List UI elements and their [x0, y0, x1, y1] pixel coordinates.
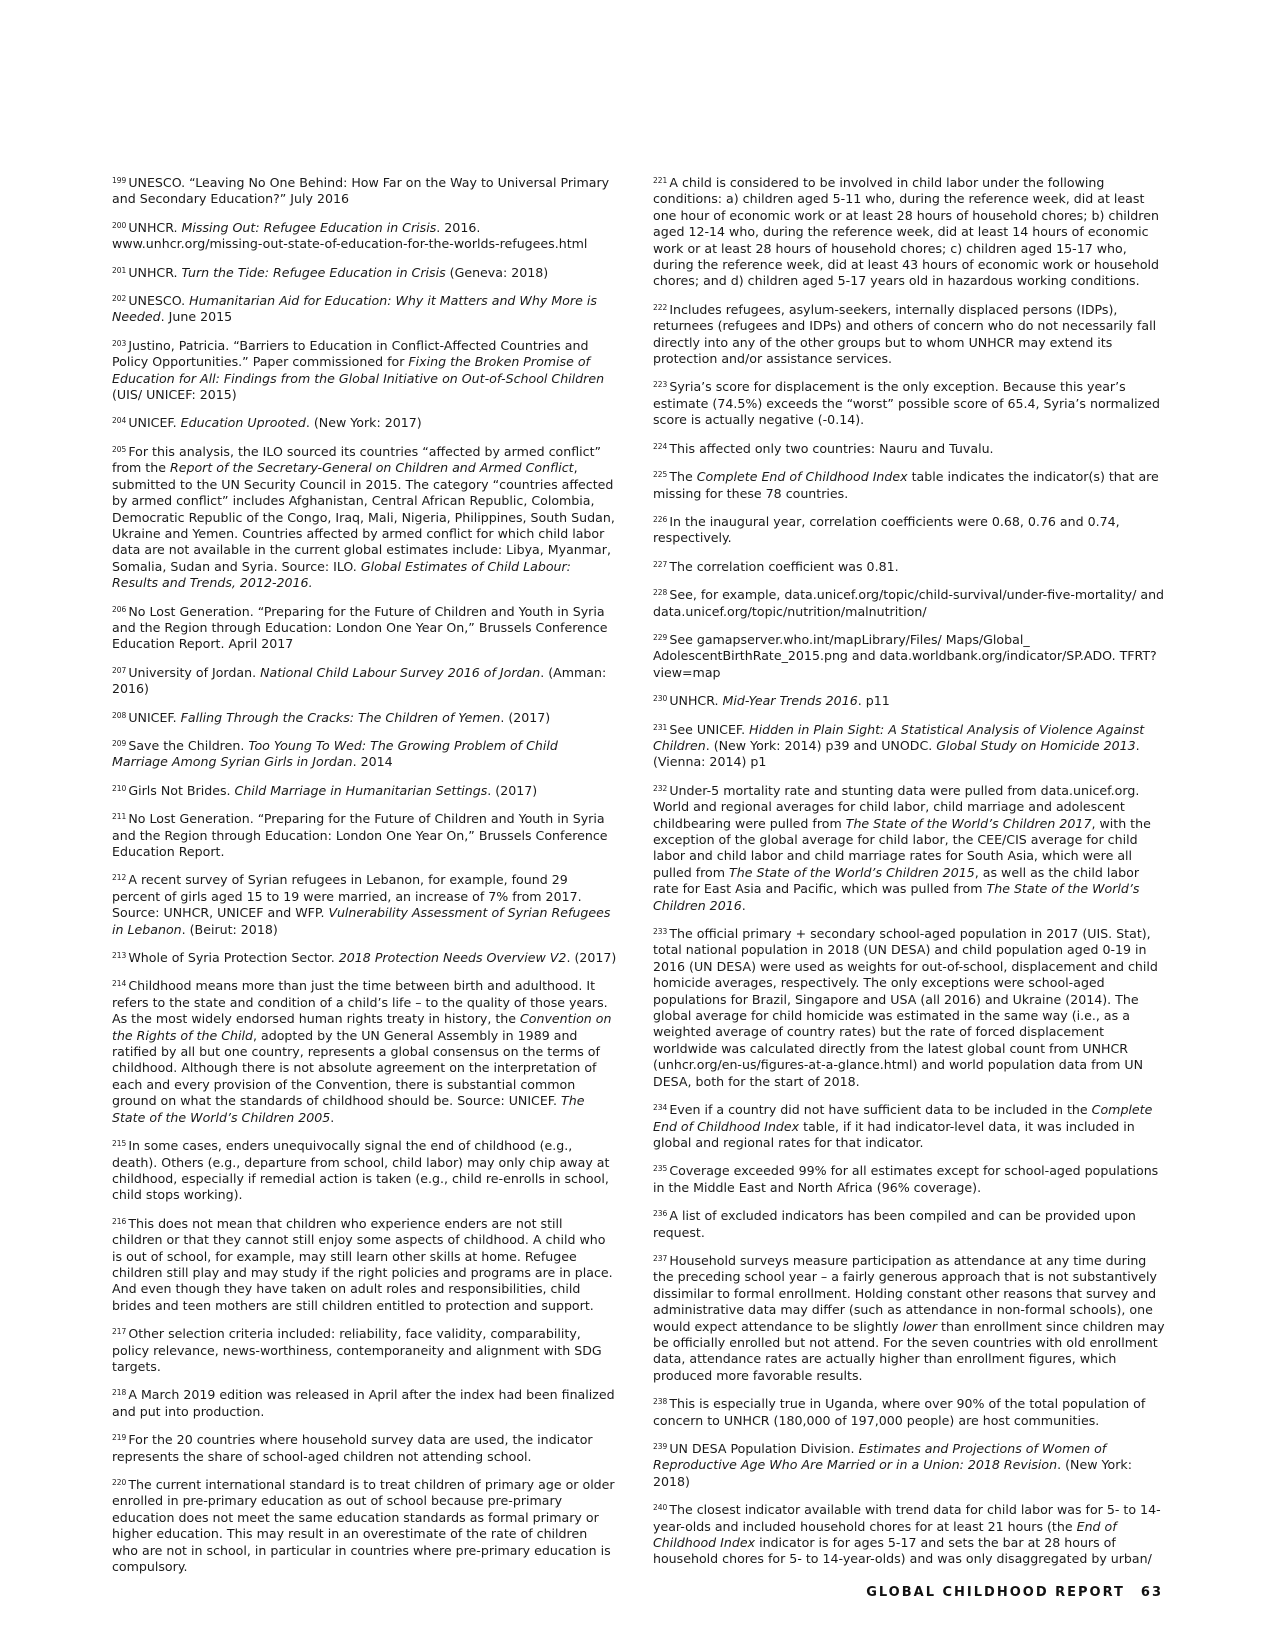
- footnote-text: . (2017): [487, 782, 538, 798]
- footnote-title-text: The State of the World’s Children 2017: [845, 815, 1092, 831]
- footnote-209: [112, 736, 617, 771]
- footnote-title-text: Mid-Year Trends 2016: [722, 693, 858, 709]
- footnote-199: [112, 173, 617, 208]
- footnote-text: Includes refugees, asylum-seekers, internally displaced persons (IDPs), returnees (refugees and IDPs) and others of concern who do not necessarily fall directly into any of the other groups but to whom UNHCR may extend its protection and/or assistance services.: [653, 301, 1157, 367]
- footnote-title-text: Hidden in Plain Sight: A Statistical Analysis of Violence Against Children: [653, 721, 1145, 753]
- footnote-text: . (2017): [500, 709, 551, 725]
- footnote-text: , submitted to the UN Security Council in 2015. The category “countries affected by armed conflict” includes Afghanistan, Central African Republic, Colombia, Democratic Republic of the Congo, Iraq, Mali, Nigeria, Philippines, South Sudan, Ukraine and Yemen. Countries affected by armed conflict for which child labor data are not available in the current global estimates include: Libya, Myanmar, Somalia, Sudan and Syria. Source: ILO.: [112, 460, 615, 574]
- footnote-text: A list of excluded indicators has been compiled and can be provided upon request.: [653, 1208, 1136, 1240]
- footnote-218: [112, 1385, 617, 1420]
- footnote-232: [653, 781, 1165, 914]
- footnote-240: [653, 1500, 1165, 1568]
- footnote-text: Whole of Syria Protection Sector.: [128, 950, 339, 966]
- footnote-text: University of Jordan.: [128, 664, 261, 680]
- footnotes-left-column: [112, 173, 617, 1585]
- footnote-number: 210: [112, 783, 127, 793]
- footnote-number: 237: [653, 1253, 668, 1263]
- footnote-text: Even if a country did not have sufficient data to be included in the: [669, 1102, 1092, 1118]
- footnote-text: For this analysis, the ILO sourced its countries “affected by armed conflict” from the: [112, 443, 602, 476]
- footnote-text: , as well as the child labor rate for East Asia and Pacific, which was pulled from: [653, 864, 1140, 897]
- footnote-number: 224: [653, 441, 668, 451]
- page-number: 63: [1140, 1585, 1163, 1600]
- footnote-title-text: Fixing the Broken Promise of Education for All: Findings from the Global Initiative on Out-of-School Children: [112, 354, 605, 386]
- footnote-title-text: lower: [902, 1318, 938, 1334]
- footnote-number: 226: [653, 514, 668, 524]
- footnote-217: [112, 1324, 617, 1375]
- footnote-text: This is especially true in Uganda, where over 90% of the total population of concern to UNHCR (180,000 of 197,000 people) are host communities.: [653, 1396, 1146, 1428]
- footnote-text: . (New York: 2014) p39 and UNODC.: [705, 737, 937, 753]
- footnote-text: .: [741, 897, 746, 913]
- footnote-number: 236: [653, 1209, 668, 1219]
- page-footer: [866, 1585, 1163, 1600]
- footnote-212: [112, 870, 617, 938]
- footnote-number: 204: [112, 416, 127, 426]
- footnote-204: [112, 413, 617, 431]
- footnote-224: [653, 439, 1165, 457]
- footnote-title-text: Turn the Tide: Refugee Education in Crisis: [181, 264, 446, 280]
- footnote-number: 206: [112, 604, 127, 614]
- footnote-text: The official primary + secondary school-aged population in 2017 (UIS. Stat), total national population in 2018 (UN DESA) and child population aged 0-19 in 2016 (UN DESA) were used as weights for out-of-school, displacement and child homicide averages, respectively. The only exceptions were school-aged populations for Brazil, Singapore and USA (all 2016) and Ukraine (2014). The global average for child homicide was estimated in the same way (i.e., as a weighted average of country rates) but the rate of forced displacement worldwide was calculated directly from the latest global count from UNHCR (unhcr.org/en-us/figures-at-a-glance.html) and world population data from UN DESA, both for the start of 2018.: [653, 926, 1158, 1089]
- footnote-title-text: Child Marriage in Humanitarian Settings: [234, 782, 488, 798]
- footnote-226: [653, 512, 1165, 547]
- footnote-text: Justino, Patricia. “Barriers to Education in Conflict-Affected Countries and Policy Opportunities.” Paper commissioned for: [112, 337, 589, 370]
- footnote-title-text: End of Childhood Index: [653, 1518, 1117, 1551]
- footnote-text: indicator is for ages 5-17 and sets the bar at 28 hours of household chores for 5- to 14-year-olds) and was only disaggregated by urban/: [653, 1535, 1152, 1567]
- footnote-number: 228: [653, 588, 668, 598]
- footnote-text: See gamapserver.who.int/mapLibrary/Files/ Maps/Global_ AdolescentBirthRate_2015.png and data.worldbank.org/indicator/SP.ADO. TFRT?view=map: [653, 631, 1157, 680]
- footnote-number: 203: [112, 338, 127, 348]
- footnote-230: [653, 691, 1165, 709]
- footnote-text: UNICEF.: [128, 415, 181, 431]
- footnote-number: 211: [112, 812, 127, 822]
- footnote-text: (UIS/ UNICEF: 2015): [112, 387, 237, 403]
- footnote-text: UNICEF.: [128, 709, 181, 725]
- footnote-title-text: Humanitarian Aid for Education: Why it Matters and Why More is Needed: [112, 293, 597, 325]
- footnote-211: [112, 809, 617, 860]
- footnote-number: 235: [653, 1164, 668, 1174]
- footnote-number: 201: [112, 265, 127, 275]
- footnote-text: For the 20 countries where household survey data are used, the indicator represents the share of school-aged children not attending school.: [112, 1432, 593, 1464]
- footnote-title-text: Estimates and Projections of Women of Reproductive Age Who Are Married or in a Union: 2018 Revision: [653, 1441, 1107, 1473]
- footnote-text: The closest indicator available with trend data for child labor was for 5- to 14-year-olds and included household chores for at least 21 hours (the: [653, 1502, 1161, 1534]
- footnote-title-text: Global Study on Homicide 2013: [936, 737, 1136, 753]
- footnote-number: 219: [112, 1433, 127, 1443]
- footnote-title-text: Complete End of Childhood Index: [653, 1102, 1153, 1134]
- footnote-title-text: Vulnerability Assessment of Syrian Refugees in Lebanon: [112, 905, 611, 937]
- footnote-222: [653, 300, 1165, 368]
- footnote-number: 205: [112, 444, 127, 454]
- footnote-text: No Lost Generation. “Preparing for the Future of Children and Youth in Syria and the Region through Education: London One Year On,” Brussels Conference Education Report.: [112, 811, 608, 859]
- footnote-220: [112, 1475, 617, 1575]
- footnote-text: table indicates the indicator(s) that are missing for these 78 countries.: [653, 469, 1159, 501]
- footnote-text: . p11: [857, 693, 890, 709]
- footnote-text: . (Vienna: 2014) p1: [653, 737, 1140, 770]
- footnote-number: 240: [653, 1503, 668, 1513]
- footnote-text: Coverage exceeded 99% for all estimates except for school-aged populations in the Middle East and North Africa (96% coverage).: [653, 1163, 1159, 1195]
- footnote-229: [653, 630, 1165, 681]
- footnote-text: Save the Children.: [128, 737, 249, 753]
- footnote-text: , adopted by the UN General Assembly in 1989 and ratified by all but one country, represents a global consensus on the terms of childhood. Although there is not absolute agreement on the interpretation of each and every provision of the Convention, there is substantial common ground on what the standards of childhood should be. Source: UNICEF.: [112, 1027, 600, 1109]
- footnote-text: Household surveys measure participation as attendance at any time during the preceding school year – a fairly generous approach that is not substantively dissimilar to formal enrollment. Holding constant other reasons that survey and administrative data may differ (such as attendance in non-formal schools), one would expect attendance to be slightly: [653, 1252, 1157, 1334]
- footnote-title-text: The State of the World’s Children 2016: [653, 881, 1140, 913]
- footnote-203: [112, 336, 617, 404]
- footnote-216: [112, 1214, 617, 1314]
- footnote-number: 221: [653, 176, 668, 185]
- footnote-title-text: Global Estimates of Child Labour: Results and Trends, 2012-2016.: [112, 558, 571, 591]
- footnote-text: UNESCO.: [128, 293, 190, 309]
- footnote-text: The: [669, 469, 697, 485]
- footnote-title-text: Too Young To Wed: The Growing Problem of Child Marriage Among Syrian Girls in Jordan: [112, 737, 558, 770]
- footnote-238: [653, 1394, 1165, 1429]
- footnote-number: 214: [112, 979, 127, 989]
- footnote-number: 230: [653, 694, 668, 704]
- footnote-text: The correlation coefficient was 0.81.: [669, 558, 899, 574]
- footnote-236: [653, 1206, 1165, 1241]
- footnote-number: 215: [112, 1139, 127, 1149]
- footnote-205: [112, 442, 617, 592]
- footnote-text: A child is considered to be involved in child labor under the following conditions: a) children aged 5-11 who, during the reference week, did at least one hour of economic work or at least 28 hours of household chores; b) children aged 12-14 who, during the reference week, did at least 14 hours of economic work or at least 28 hours of household chores; c) children aged 15-17 who, during the reference week, did at least 43 hours of economic work or household chores; and d) children aged 5-17 years old in hazardous working conditions.: [653, 175, 1160, 289]
- footnote-text: No Lost Generation. “Preparing for the Future of Children and Youth in Syria and the Region through Education: London One Year On,” Brussels Conference Education Report. April 2017: [112, 603, 608, 652]
- footnote-title-text: Missing Out: Refugee Education in Crisis: [181, 219, 437, 235]
- footnote-text: This does not mean that children who experience enders are not still children or that they cannot still enjoy some aspects of childhood. A child who is out of school, for example, may still learn other skills at home. Refugee children still play and may study if the right policies and programs are in place. And even though they have taken on adult roles and responsibilities, child brides and teen mothers are still children entitled to protection and support.: [112, 1215, 613, 1313]
- footnote-number: 216: [112, 1216, 127, 1226]
- footnote-228: [653, 585, 1165, 620]
- footnote-number: 220: [112, 1478, 127, 1487]
- footnote-text: See UNICEF.: [669, 721, 750, 737]
- footnote-text: Under-5 mortality rate and stunting data were pulled from data.unicef.org. World and regional averages for child labor, child marriage and adolescent childbearing were pulled from: [653, 782, 1140, 831]
- footnote-214: [112, 976, 617, 1126]
- footnote-title-text: Education Uprooted: [180, 415, 306, 431]
- footnote-text: In some cases, enders unequivocally signal the end of childhood (e.g., death). Others (e.g., departure from school, child labor) may only chip away at childhood, especially if remedial action is taken (e.g., child re-enrolls in school, child stops working).: [112, 1138, 610, 1203]
- footnote-title-text: The State of the World’s Children 2015: [729, 864, 975, 880]
- footnote-number: 218: [112, 1388, 127, 1398]
- footnote-text: .: [330, 1109, 335, 1125]
- footnote-227: [653, 557, 1165, 575]
- footnote-text: Syria’s score for displacement is the only exception. Because this year’s estimate (74.5%) exceeds the “worst” possible score of 65.4, Syria’s normalized score is actually negative (-0.14).: [653, 379, 1160, 428]
- footnote-210: [112, 781, 617, 799]
- footnote-234: [653, 1100, 1165, 1151]
- footnote-number: 202: [112, 294, 127, 304]
- footnote-231: [653, 720, 1165, 771]
- footnote-text: A recent survey of Syrian refugees in Lebanon, for example, found 29 percent of girls aged 15 to 19 were married, an increase of 7% from 2017. Source: UNHCR, UNICEF and WFP.: [112, 872, 582, 921]
- footnote-213: [112, 948, 617, 966]
- footnote-215: [112, 1136, 617, 1204]
- footnote-number: 239: [653, 1442, 668, 1451]
- footnote-237: [653, 1251, 1165, 1384]
- footnote-text: . 2014: [352, 754, 393, 770]
- footnote-number: 225: [653, 470, 668, 480]
- footnote-text: table, if it had indicator-level data, it was included in global and regional rates for that indicator.: [653, 1118, 1135, 1150]
- footnote-text: UNHCR.: [128, 219, 182, 235]
- footnote-number: 223: [653, 380, 668, 390]
- footnote-208: [112, 708, 617, 726]
- footnote-text: than enrollment since children may be officially enrolled but not attend. For the seven countries with old enrollment data, attendance rates are actually higher than enrollment figures, which produced more favorable results.: [653, 1318, 1165, 1383]
- footnote-text: , with the exception of the global average for child labor, the CEE/CIS average for child labor and child labor and child marriage rates for South Asia, which were all pulled from: [653, 815, 1151, 880]
- footnote-text: This affected only two countries: Nauru and Tuvalu.: [669, 440, 994, 456]
- footnote-title-text: The State of the World’s Children 2005: [112, 1093, 585, 1125]
- footnote-number: 208: [112, 710, 127, 720]
- footnote-number: 217: [112, 1327, 127, 1337]
- footnote-text: . June 2015: [160, 309, 233, 325]
- footnote-number: 222: [653, 302, 668, 312]
- footnote-title-text: Falling Through the Cracks: The Children of Yemen: [180, 709, 501, 725]
- footnote-text: UN DESA Population Division.: [669, 1441, 859, 1456]
- footnote-text: Girls Not Brides.: [128, 782, 235, 798]
- footnote-text: . (2017): [566, 950, 617, 966]
- footnote-number: 232: [653, 783, 668, 793]
- footnote-text: Other selection criteria included: reliability, face validity, comparability, policy relevance, news-worthiness, contemporaneity and alignment with SDG targets.: [112, 1326, 602, 1374]
- footnote-202: [112, 291, 617, 326]
- footnote-text: . (New York: 2018): [653, 1457, 1132, 1489]
- footnote-number: 199: [112, 176, 127, 185]
- footnote-text: UNHCR.: [669, 693, 723, 709]
- footnote-title-text: Convention on the Rights of the Child: [112, 1011, 612, 1043]
- footnote-number: 231: [653, 722, 668, 732]
- footnote-201: [112, 263, 617, 281]
- footnote-text: . (New York: 2017): [305, 415, 422, 431]
- footnote-title-text: Complete End of Childhood Index: [696, 469, 908, 485]
- footnote-number: 207: [112, 665, 127, 675]
- footnote-206: [112, 602, 617, 653]
- footnote-number: 213: [112, 951, 127, 961]
- footnote-text: . (Amman: 2016): [112, 664, 607, 697]
- footnote-221: [653, 173, 1165, 290]
- footnote-235: [653, 1161, 1165, 1196]
- footnote-223: [653, 377, 1165, 428]
- footnote-text: . 2016. www.unhcr.org/missing-out-state-of-education-for-the-worlds-refugees.html: [112, 219, 588, 252]
- footnote-text: . (Beirut: 2018): [181, 921, 278, 937]
- footnote-title-text: 2018 Protection Needs Overview V2: [338, 950, 567, 966]
- footnote-text: In the inaugural year, correlation coefficients were 0.68, 0.76 and 0.74, respectively.: [653, 513, 1120, 546]
- footnote-number: 227: [653, 559, 668, 569]
- footnote-text: Childhood means more than just the time between birth and adulthood. It refers to the state and condition of a child’s life – to the quality of those years. As the most widely endorsed human rights treaty in history, the: [112, 978, 608, 1027]
- footnote-text: A March 2019 edition was released in April after the index had been finalized and put into production.: [112, 1387, 615, 1419]
- footnote-text: See, for example, data.unicef.org/topic/child-survival/under-five-mortality/ and data.unicef.org/topic/nutrition/malnutrition/: [653, 587, 1165, 619]
- report-title: GLOBAL CHILDHOOD REPORT: [866, 1585, 1125, 1600]
- footnote-text: The current international standard is to treat children of primary age or older enrolled in pre-primary education as out of school because pre-primary education does not meet the same education standards as formal primary or higher education. This may result in an overestimate of the rate of children who are not in school, in particular in countries where pre-primary education is compulsory.: [112, 1477, 615, 1575]
- footnote-233: [653, 924, 1165, 1090]
- footnote-225: [653, 467, 1165, 502]
- footnote-219: [112, 1430, 617, 1465]
- footnote-number: 229: [653, 632, 668, 642]
- footnote-number: 200: [112, 220, 127, 230]
- footnote-title-text: National Child Labour Survey 2016 of Jordan: [260, 664, 541, 680]
- footnotes-right-column: [653, 173, 1165, 1578]
- footnote-number: 234: [653, 1103, 668, 1113]
- footnote-text: UNESCO. “Leaving No One Behind: How Far on the Way to Universal Primary and Secondary Education?” July 2016: [112, 175, 610, 207]
- footnote-text: UNHCR.: [128, 264, 182, 280]
- footnote-239: [653, 1439, 1165, 1490]
- footnote-text: (Geneva: 2018): [445, 264, 549, 280]
- footnote-number: 233: [653, 927, 668, 937]
- footnote-number: 209: [112, 738, 127, 748]
- footnote-number: 238: [653, 1397, 668, 1407]
- footnote-title-text: Report of the Secretary-General on Children and Armed Conflict: [169, 460, 574, 476]
- footnote-207: [112, 663, 617, 698]
- footnote-200: [112, 218, 617, 253]
- footnote-number: 212: [112, 873, 127, 883]
